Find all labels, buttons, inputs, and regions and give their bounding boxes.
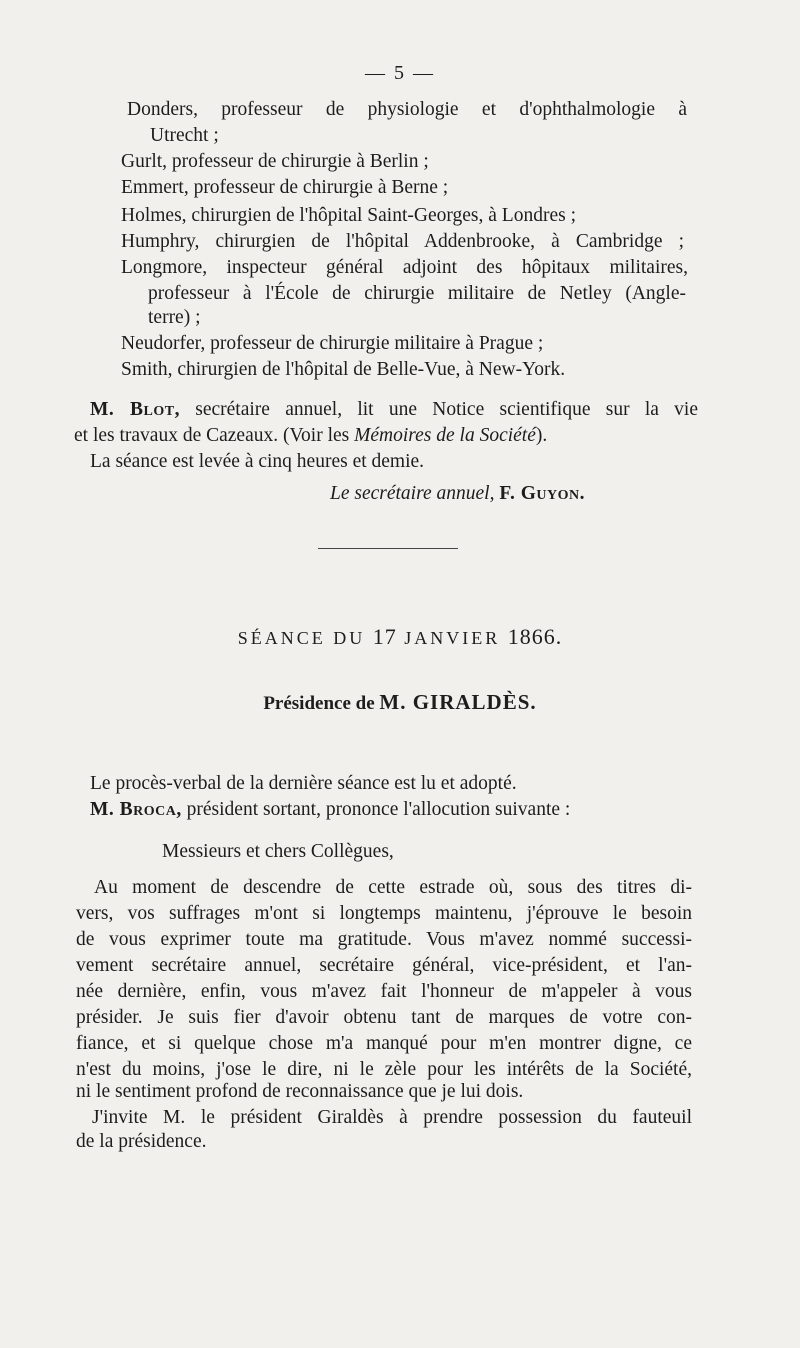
speech-line: présider. Je suis fier d'avoir obtenu tant de marques de votre con- <box>76 1007 692 1028</box>
memoires-title: Mémoires de la Société <box>354 425 536 446</box>
speech-line: ni le sentiment profond de reconnaissance que je lui dois. <box>76 1081 524 1102</box>
salutation: Messieurs et chers Collègues, <box>162 841 394 862</box>
president-name: M. GIRALDÈS. <box>379 690 537 714</box>
blot-paragraph-line1 <box>90 398 698 422</box>
member-line: Neudorfer, professeur de chirurgie militaire à Prague ; <box>121 333 544 354</box>
speech-line: de vous exprimer toute ma gratitude. Vous m'avez nommé successi- <box>76 929 692 950</box>
broca-intro-line <box>90 798 570 822</box>
invite-line: de la présidence. <box>76 1131 207 1152</box>
member-line: Longmore, inspecteur général adjoint des hôpitaux militaires, <box>121 257 688 278</box>
member-line: terre) ; <box>148 307 201 328</box>
seance-label: SÉANCE DU <box>237 628 373 648</box>
seance-month: JANVIER <box>396 628 508 648</box>
speech-line: fiance, et si quelque chose m'a manqué pour m'en montrer digne, ce <box>76 1033 692 1054</box>
signature <box>330 482 585 506</box>
blot-paragraph-line2 <box>74 424 547 448</box>
member-line: Humphry, chirurgien de l'hôpital Addenbrooke, à Cambridge ; <box>121 231 684 252</box>
signature-name: F. Guyon. <box>499 483 585 504</box>
proces-verbal-line: Le procès-verbal de la dernière séance est lu et adopté. <box>90 773 517 794</box>
section-divider <box>318 548 458 549</box>
signature-role: Le secrétaire annuel, <box>330 483 495 504</box>
blot-text: secrétaire annuel, lit une Notice scientifique sur la vie <box>180 399 698 420</box>
broca-text: président sortant, prononce l'allocution suivante : <box>181 799 571 820</box>
blot-text: et les travaux de Cazeaux. (Voir les <box>74 425 355 446</box>
seance-year: 1866. <box>507 624 563 649</box>
member-line: Emmert, professeur de chirurgie à Berne ; <box>121 177 449 198</box>
seance-day: 17 <box>372 624 397 649</box>
blot-text: ). <box>535 425 548 446</box>
speech-line: n'est du moins, j'ose le dire, ni le zèle pour les intérêts de la Société, <box>76 1059 692 1080</box>
member-line: Gurlt, professeur de chirurgie à Berlin ; <box>121 151 429 172</box>
speaker-name: M. Blot, <box>90 399 180 420</box>
speech-line: vers, vos suffrages m'ont si longtemps maintenu, j'éprouve le besoin <box>76 903 692 924</box>
presidence-label: Présidence de <box>263 693 380 714</box>
speech-line: née dernière, enfin, vous m'avez fait l'honneur de m'appeler à vous <box>76 981 692 1002</box>
page-number: — 5 — <box>365 62 435 84</box>
member-line: Holmes, chirurgien de l'hôpital Saint-Georges, à Londres ; <box>121 205 576 226</box>
member-line: professeur à l'École de chirurgie militaire de Netley (Angle- <box>148 283 686 304</box>
speech-line: vement secrétaire annuel, secrétaire général, vice-président, et l'an- <box>76 955 692 976</box>
invite-line: J'invite M. le président Giraldès à prendre possession du fauteuil <box>92 1107 692 1128</box>
member-line: Donders, professeur de physiologie et d'ophthalmologie à <box>127 99 687 120</box>
closing-line: La séance est levée à cinq heures et demie. <box>90 451 425 472</box>
speaker-name: M. Broca, <box>90 799 182 820</box>
member-line: Utrecht ; <box>150 125 219 146</box>
speech-line: Au moment de descendre de cette estrade où, sous des titres di- <box>94 877 692 898</box>
member-line: Smith, chirurgien de l'hôpital de Belle-Vue, à New-York. <box>121 359 566 380</box>
seance-heading <box>0 624 800 650</box>
presidence-heading <box>0 690 800 715</box>
